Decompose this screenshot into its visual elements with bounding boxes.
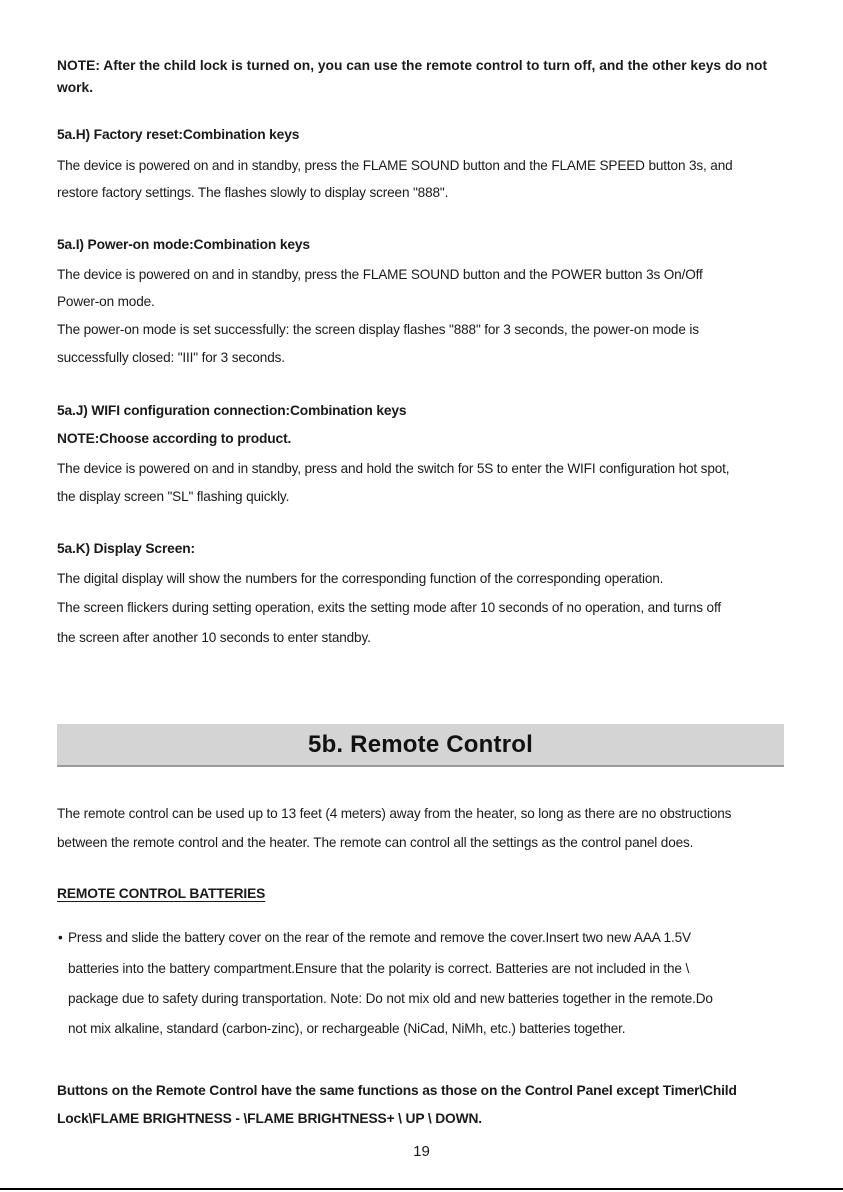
- power-on-mode-line-2: Power-on mode.: [57, 294, 155, 309]
- child-lock-note: NOTE: After the child lock is turned on, you can use the remote control to turn off, and the other keys do not work.: [57, 58, 768, 95]
- factory-reset-heading: 5a.H) Factory reset:Combination keys: [57, 127, 300, 142]
- display-screen-line-2: The screen flickers during setting operation, exits the setting mode after 10 seconds of no operation, and turns off: [57, 600, 721, 615]
- batteries-line-3: package due to safety during transportation. Note: Do not mix old and new batteries together in the remote.Do: [68, 991, 713, 1006]
- power-on-mode-line-4: successfully closed: "III" for 3 seconds.: [57, 350, 285, 365]
- remote-intro-line-1: The remote control can be used up to 13 feet (4 meters) away from the heater, so long as there are no obstructions: [57, 806, 732, 821]
- batteries-line-2: batteries into the battery compartment.Ensure that the polarity is correct. Batteries are not included in the \: [68, 961, 690, 976]
- power-on-mode-heading: 5a.I) Power-on mode:Combination keys: [57, 237, 310, 252]
- display-screen-line-3: the screen after another 10 seconds to enter standby.: [57, 630, 371, 645]
- batteries-line-4: not mix alkaline, standard (carbon-zinc), or rechargeable (NiCad, NiMh, etc.) batteries together.: [68, 1021, 626, 1036]
- remote-intro-line-2: between the remote control and the heater. The remote can control all the settings as the control panel does.: [57, 835, 694, 850]
- page-bottom-rule: [0, 1188, 843, 1190]
- power-on-mode-line-3: The power-on mode is set successfully: the screen display flashes "888" for 3 seconds, the power-on mode is: [57, 322, 699, 337]
- wifi-config-note: NOTE:Choose according to product.: [57, 431, 292, 446]
- power-on-mode-line-1: The device is powered on and in standby, press the FLAME SOUND button and the POWER button 3s On/Off: [57, 267, 703, 282]
- factory-reset-line-2: restore factory settings. The flashes slowly to display screen "888".: [57, 185, 449, 200]
- buttons-note-line-1: Buttons on the Remote Control have the same functions as those on the Control Panel except Timer\Child: [57, 1083, 737, 1098]
- batteries-line-1: Press and slide the battery cover on the rear of the remote and remove the cover.Insert two new AAA 1.5V: [68, 930, 691, 945]
- batteries-heading: REMOTE CONTROL BATTERIES: [57, 886, 266, 901]
- section-title: 5b. Remote Control: [308, 730, 533, 758]
- display-screen-heading: 5a.K) Display Screen:: [57, 541, 195, 556]
- remote-control-section-banner: [57, 724, 784, 767]
- buttons-note-line-2: Lock\FLAME BRIGHTNESS - \FLAME BRIGHTNESS+ \ UP \ DOWN.: [57, 1111, 482, 1126]
- bullet-icon: •: [58, 930, 63, 945]
- factory-reset-line-1: The device is powered on and in standby, press the FLAME SOUND button and the FLAME SPEED button 3s, and: [57, 158, 733, 173]
- wifi-config-line-2: the display screen "SL" flashing quickly.: [57, 489, 290, 504]
- page-number: 19: [413, 1143, 430, 1160]
- wifi-config-heading: 5a.J) WIFI configuration connection:Combination keys: [57, 403, 407, 418]
- wifi-config-line-1: The device is powered on and in standby, press and hold the switch for 5S to enter the WIFI configuration hot spot,: [57, 461, 730, 476]
- display-screen-line-1: The digital display will show the numbers for the corresponding function of the corresponding operation.: [57, 571, 664, 586]
